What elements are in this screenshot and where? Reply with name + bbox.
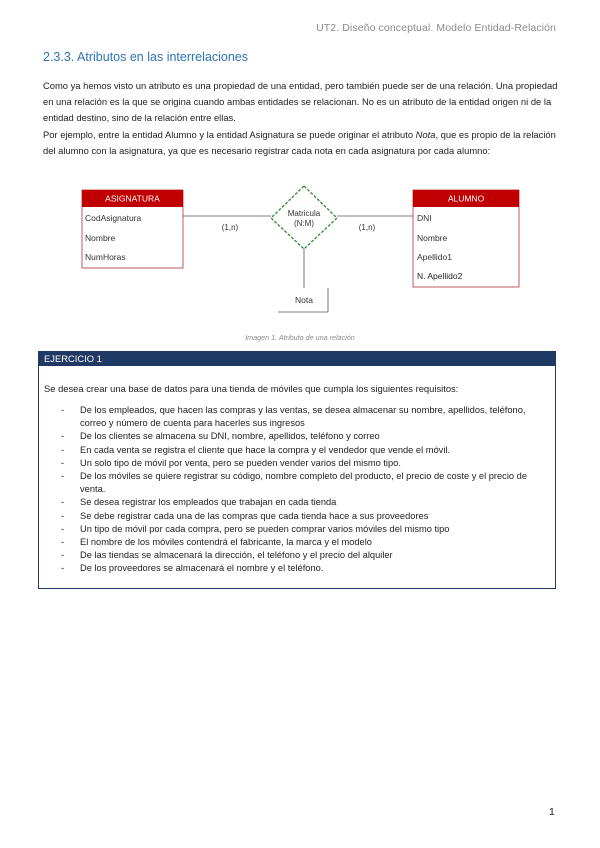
entity-asignatura-attribute: CodAsignatura [85, 213, 142, 223]
exercise-title: EJERCICIO 1 [39, 352, 555, 366]
list-item [39, 510, 555, 523]
list-bullet: - [61, 471, 65, 482]
list-item [39, 404, 555, 430]
entity-asignatura-name: ASIGNATURA [105, 193, 160, 204]
entity-alumno-name: ALUMNO [447, 193, 485, 204]
list-item [39, 549, 555, 562]
list-item-text: Se debe registrar cada una de las compras que cada tienda hace a sus proveedores [80, 510, 429, 521]
list-item [39, 430, 555, 443]
list-bullet: - [61, 457, 65, 468]
list-item-text: De los empleados, que hacen las compras y las ventas, se desea almacenar su nombre, apellidos, teléfono, correo y número de cuenta para hacerles sus ingresos [80, 405, 526, 429]
er-diagram [78, 185, 528, 315]
list-item [39, 536, 555, 549]
list-bullet: - [61, 444, 65, 455]
entity-alumno-attribute: Nombre [417, 233, 448, 243]
image-caption: Imagen 1. Atributo de una relación [245, 333, 355, 342]
list-bullet: - [61, 431, 65, 442]
list-item [39, 496, 555, 509]
list-bullet: - [61, 537, 65, 548]
relationship-name: Matricula [287, 209, 321, 218]
list-item-text: El nombre de los móviles contendrá el fabricante, la marca y el modelo [80, 537, 372, 548]
paragraph-intro: Como ya hemos visto un atributo es una propiedad de una entidad, pero también puede ser de una relación. Una propiedad en una relación es la que se origina cuando ambas entidades se relacionan. No es un atributo de la entidad origen ni de la entidad destino, sino de la relación entre ellas. [43, 80, 558, 124]
left-cardinality: (1,n) [221, 223, 239, 232]
list-item [39, 444, 555, 457]
list-bullet: - [61, 497, 65, 508]
page-number: 1 [549, 806, 555, 818]
running-header: UT2. Diseño conceptual. Modelo Entidad-Relación [316, 22, 556, 34]
list-item-text: Se desea registrar los empleados que trabajan en cada tienda [80, 497, 337, 508]
entity-alumno-attribute: Apellido1 [417, 252, 452, 262]
entity-asignatura-attribute: Nombre [85, 233, 116, 243]
list-item-text: De las tiendas se almacenará la dirección, el teléfono y el precio del alquiler [80, 550, 393, 561]
entity-alumno-attribute: N. Apellido2 [417, 271, 463, 281]
relationship-cardinality: (N:M) [294, 219, 314, 228]
entity-alumno [413, 190, 519, 287]
list-item-text: Un solo tipo de móvil por venta, pero se pueden vender varios del mismo tipo. [80, 457, 401, 468]
list-bullet: - [61, 563, 65, 574]
list-item-text: De los clientes se almacena su DNI, nombre, apellidos, teléfono y correo [80, 431, 380, 442]
list-item [39, 562, 555, 575]
list-item [39, 470, 555, 496]
list-item-text: En cada venta se registra el cliente que hace la compra y el vendedor que vende el móvil. [80, 444, 451, 455]
list-item-text: Un tipo de móvil por cada compra, pero se pueden comprar varios móviles del mismo tipo [80, 523, 450, 534]
entity-asignatura-attribute: NumHoras [85, 252, 126, 262]
section-title: 2.3.3. Atributos en las interrelaciones [43, 50, 248, 64]
entity-asignatura [82, 190, 183, 268]
list-bullet: - [61, 550, 65, 561]
exercise-box [38, 351, 556, 589]
list-item-text: De los móviles se quiere registrar su código, nombre completo del producto, el precio de coste y el precio de venta. [80, 471, 527, 495]
requirements-list [39, 404, 555, 576]
list-bullet: - [61, 523, 65, 534]
entity-alumno-attribute: DNI [417, 213, 432, 223]
list-bullet: - [61, 510, 65, 521]
paragraph-example-text-before: Por ejemplo, entre la entidad Alumno y la entidad Asignatura se puede originar el atributo [43, 129, 416, 140]
relationship-matricula [271, 186, 337, 249]
paragraph-example-emphasis: Nota [415, 129, 436, 140]
paragraph-example [43, 127, 558, 159]
list-item [39, 523, 555, 536]
list-item [39, 457, 555, 470]
exercise-intro: Se desea crear una base de datos para una tienda de móviles que cumpla los siguientes requisitos: [44, 383, 459, 394]
relationship-attribute-label: Nota [295, 295, 313, 305]
right-cardinality: (1,n) [358, 223, 376, 232]
list-bullet: - [61, 405, 65, 415]
list-item-text: De los proveedores se almacenará el nombre y el teléfono. [80, 563, 324, 574]
paragraph-example-text-after: , que es propio de la relación del alumno con la asignatura, ya que es necesario registrar cada nota en cada asignatura por cada alumno: [43, 129, 556, 157]
relationship-attribute-nota [278, 288, 328, 312]
